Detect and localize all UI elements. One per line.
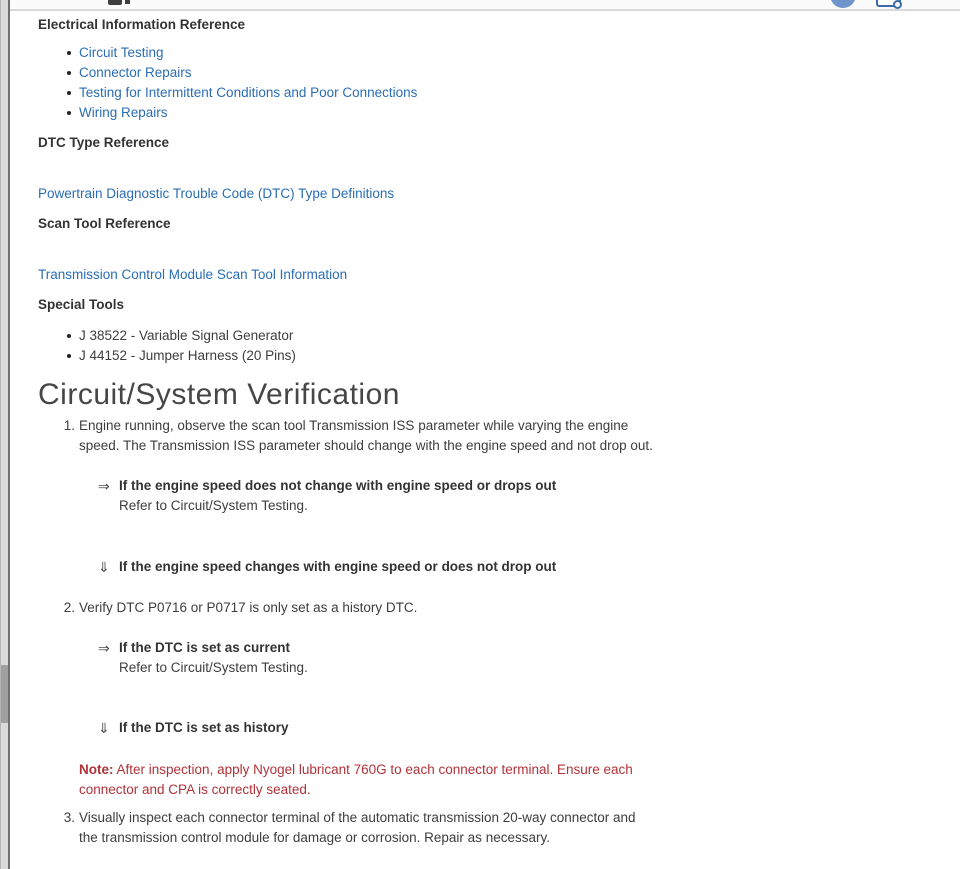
list-item <box>79 326 960 346</box>
section-heading-special-tools: Special Tools <box>38 297 125 312</box>
link-wiring-repairs[interactable]: Wiring Repairs <box>79 105 168 120</box>
link-circuit-testing[interactable]: Circuit Testing <box>79 45 164 60</box>
branch-no <box>98 718 654 738</box>
printer-icon[interactable] <box>876 0 901 7</box>
document-body <box>10 11 960 869</box>
list-item <box>79 346 960 366</box>
list-item <box>79 43 960 63</box>
step-number: 3. <box>63 810 75 825</box>
branch-action: Refer to Circuit/System Testing. <box>119 498 308 513</box>
branch-yes <box>98 476 654 516</box>
branch-no <box>98 557 654 577</box>
step-text: Engine running, observe the scan tool Transmission ISS parameter while varying the engine speed. The Transmission ISS parameter should change with the engine speed and not drop out. <box>79 418 653 453</box>
right-double-arrow-icon: ⇒ <box>98 640 110 656</box>
down-double-arrow-icon: ⇓ <box>98 720 110 736</box>
window-title-fragment <box>108 0 122 5</box>
branch-condition: If the engine speed changes with engine speed or does not drop out <box>119 559 557 574</box>
link-tcm-scan-tool-info[interactable]: Transmission Control Module Scan Tool Information <box>38 267 348 282</box>
step-text: Visually inspect each connector terminal of the automatic transmission 20-way connector and the transmission control module for damage or corrosion. Repair as necessary. <box>79 810 636 845</box>
branch-condition: If the DTC is set as history <box>119 720 289 735</box>
step-1 <box>38 416 654 577</box>
note-label: Note: <box>79 762 114 777</box>
electrical-links-list <box>38 43 960 123</box>
tool-item-label: J 44152 - Jumper Harness (20 Pins) <box>79 348 296 363</box>
note-text: After inspection, apply Nyogel lubricant 760G to each connector terminal. Ensure each connector and CPA is correctly seated. <box>79 762 633 797</box>
verification-steps <box>38 416 960 848</box>
branch-yes <box>98 638 654 678</box>
list-item <box>79 83 960 103</box>
note-paragraph <box>79 760 664 800</box>
printer-badge-icon <box>893 0 902 9</box>
link-connector-repairs[interactable]: Connector Repairs <box>79 65 192 80</box>
down-double-arrow-icon: ⇓ <box>98 559 110 575</box>
vertical-scrollbar[interactable] <box>0 0 10 869</box>
section-heading-dtc-type: DTC Type Reference <box>38 135 170 150</box>
branch-action: Refer to Circuit/System Testing. <box>119 660 308 675</box>
special-tools-list <box>38 326 960 366</box>
list-item <box>79 63 960 83</box>
branch-condition: If the DTC is set as current <box>119 640 291 655</box>
section-heading-electrical: Electrical Information Reference <box>38 17 246 32</box>
window-title-fragment <box>125 0 130 4</box>
scrollbar-thumb[interactable] <box>1 665 8 723</box>
list-item <box>79 103 960 123</box>
step-text: Verify DTC P0716 or P0717 is only set as a history DTC. <box>79 600 418 615</box>
step-number: 1. <box>63 418 75 433</box>
section-heading-scan-tool: Scan Tool Reference <box>38 216 171 231</box>
link-intermittent-conditions[interactable]: Testing for Intermittent Conditions and Poor Connections <box>79 85 418 100</box>
app-header <box>10 0 960 11</box>
step-3 <box>38 808 654 848</box>
step-2 <box>38 598 654 738</box>
tool-item-label: J 38522 - Variable Signal Generator <box>79 328 294 343</box>
link-dtc-type-definitions[interactable]: Powertrain Diagnostic Trouble Code (DTC) Type Definitions <box>38 186 395 201</box>
page-title: Circuit/System Verification <box>38 378 400 411</box>
step-number: 2. <box>63 600 75 615</box>
avatar-icon[interactable] <box>830 0 856 8</box>
right-double-arrow-icon: ⇒ <box>98 478 110 494</box>
branch-condition: If the engine speed does not change with engine speed or drops out <box>119 478 557 493</box>
